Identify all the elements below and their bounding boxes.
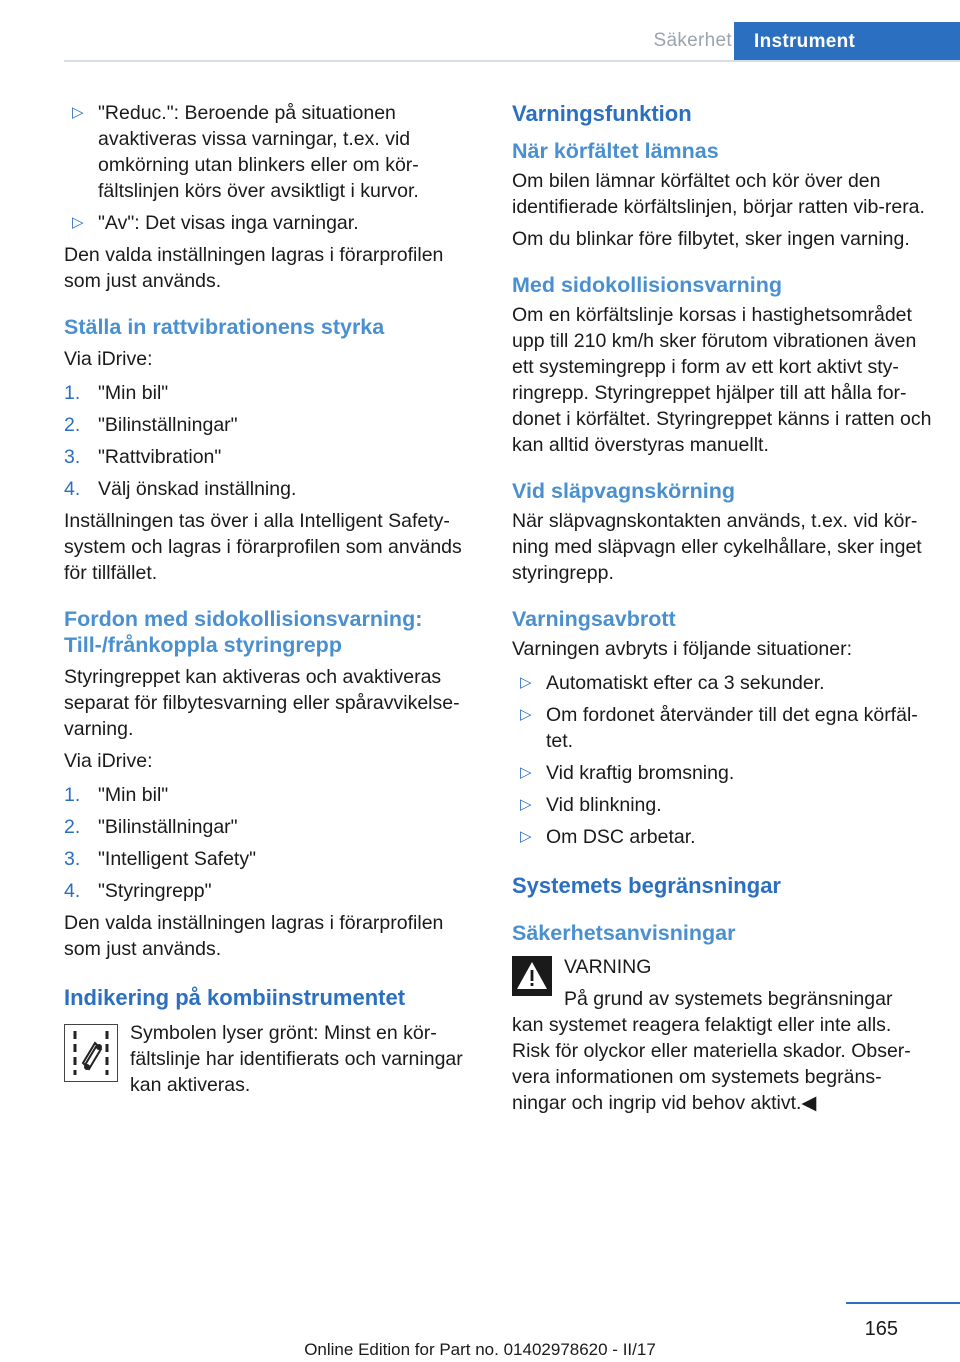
warning-text: kan systemet reagera felaktigt eller inte alls. Risk för olyckor eller materiella skador. Obser-vera informationen om systemets begräns-ningar och ingrip vid behov aktivt.◀ <box>512 1014 911 1114</box>
step-text: "Styringrepp" <box>98 880 212 902</box>
section-tab[interactable]: Säkerhet <box>653 30 732 51</box>
list-item <box>64 100 478 204</box>
header-divider <box>64 60 960 62</box>
heading-indication: Indikering på kombiinstrumentet <box>64 985 406 1010</box>
mode-bullet-list <box>64 100 478 236</box>
step-number: 1. <box>64 784 81 806</box>
paragraph: Om en körfältslinje korsas i hastighetsområdet upp till 210 km/h sker förutom vibrationen även ett systemingrepp i form av ett kort aktivt sty-ringrepp. Styringreppet hjälper till att hålla for-donet i körfältet. Styringreppet känns i ratten och kan alltid överstyras manuellt. <box>512 304 932 456</box>
step-number: 3. <box>64 446 81 468</box>
heading-warning-abort: Varningsavbrott <box>512 607 676 631</box>
paragraph: Den valda inställningen lagras i förarprofilen som just används. <box>64 244 444 292</box>
step-number: 1. <box>64 382 81 404</box>
list-item <box>64 878 478 904</box>
triangle-right-icon: ▷ <box>520 828 532 845</box>
heading-trailer: Vid släpvagnskörning <box>512 479 736 503</box>
heading-side-collision-warning: Med sidokollisionsvarning <box>512 273 782 297</box>
list-item <box>512 760 932 786</box>
step-text: "Bilinställningar" <box>98 414 238 436</box>
list-item-text: Om DSC arbetar. <box>546 826 696 848</box>
triangle-right-icon: ▷ <box>520 706 532 723</box>
heading-vibration-strength: Ställa in rattvibrationens styrka <box>64 315 385 339</box>
step-text: "Min bil" <box>98 382 169 404</box>
list-item-text: "Reduc.": Beroende på situationen avaktiveras vissa varningar, t.ex. vid omkörning utan blinkers eller om kör-fältslinjen körs över avsiktligt i kurvor. <box>98 102 419 202</box>
footer-divider <box>846 1302 960 1304</box>
warning-text-first-line: På grund av systemets begränsningar <box>564 988 893 1010</box>
step-text: "Rattvibration" <box>98 446 222 468</box>
warning-block <box>512 954 932 1116</box>
symbol-block <box>64 1020 478 1098</box>
list-item <box>64 444 478 470</box>
heading-system-limits: Systemets begränsningar <box>512 873 781 898</box>
list-item <box>64 476 478 502</box>
paragraph: Om bilen lämnar körfältet och kör över den identifierade körfältslinjen, börjar ratten vib-rera. <box>512 170 925 218</box>
heading-safety-notes: Säkerhetsanvisningar <box>512 921 736 945</box>
heading-leave-lane: När körfältet lämnas <box>512 139 719 163</box>
paragraph: Styringreppet kan aktiveras och avaktiveras separat för filbytesvarning eller spåravvikelse-varning. <box>64 666 460 740</box>
list-item <box>64 782 478 808</box>
heading-side-collision: Fordon med sidokollisionsvarning: Till-/frånkoppla styringrepp <box>64 607 423 657</box>
paragraph: När släpvagnskontakten används, t.ex. vid kör-ning med släpvagn eller cykelhållare, sker inget styringrepp. <box>512 510 922 584</box>
list-item <box>512 670 932 696</box>
list-item <box>512 792 932 818</box>
step-number: 2. <box>64 414 81 436</box>
paragraph: Via iDrive: <box>64 348 153 370</box>
paragraph: Inställningen tas över i alla Intelligent Safety-system och lagras i förarprofilen som används för tillfället. <box>64 510 462 584</box>
step-number: 3. <box>64 848 81 870</box>
list-item-text: Om fordonet återvänder till det egna körfäl-tet. <box>546 704 918 752</box>
triangle-right-icon: ▷ <box>72 214 84 231</box>
list-item <box>512 824 932 850</box>
step-text: "Intelligent Safety" <box>98 848 257 870</box>
list-item <box>64 814 478 840</box>
left-column <box>64 100 478 1104</box>
page-header <box>0 0 960 62</box>
step-number: 2. <box>64 816 81 838</box>
triangle-right-icon: ▷ <box>72 104 84 121</box>
paragraph: Via iDrive: <box>64 750 153 772</box>
paragraph: Den valda inställningen lagras i förarprofilen som just används. <box>64 912 444 960</box>
paragraph: Symbolen lyser grönt: Minst en kör-fältslinje har identifierats och varningar kan aktiveras. <box>130 1022 463 1096</box>
active-chapter-tab[interactable]: Instrument <box>734 22 960 62</box>
step-number: 4. <box>64 478 81 500</box>
step-text: "Min bil" <box>98 784 169 806</box>
list-item <box>64 210 478 236</box>
list-item <box>64 412 478 438</box>
paragraph: Varningen avbryts i följande situationer: <box>512 638 853 660</box>
right-column <box>512 100 932 1116</box>
lane-departure-icon <box>64 1024 118 1082</box>
list-item <box>64 380 478 406</box>
triangle-right-icon: ▷ <box>520 764 532 781</box>
page-number: 165 <box>864 1318 898 1340</box>
triangle-right-icon: ▷ <box>520 796 532 813</box>
list-item <box>512 702 932 754</box>
list-item-text: Vid kraftig bromsning. <box>546 762 735 784</box>
steps-list <box>64 380 478 502</box>
list-item-text: "Av": Det visas inga varningar. <box>98 212 359 234</box>
paragraph: Om du blinkar före filbytet, sker ingen varning. <box>512 228 910 250</box>
triangle-right-icon: ▷ <box>520 674 532 691</box>
step-number: 4. <box>64 880 81 902</box>
list-item-text: Vid blinkning. <box>546 794 662 816</box>
edition-footer: Online Edition for Part no. 01402978620 - II/17 <box>304 1340 656 1359</box>
list-item <box>64 846 478 872</box>
step-text: Välj önskad inställning. <box>98 478 297 500</box>
warning-triangle-icon <box>512 956 552 996</box>
list-item-text: Automatiskt efter ca 3 sekunder. <box>546 672 825 694</box>
step-text: "Bilinställningar" <box>98 816 238 838</box>
abort-bullet-list <box>512 670 932 850</box>
steps-list <box>64 782 478 904</box>
warning-label: VARNING <box>564 956 652 978</box>
heading-warning-function: Varningsfunktion <box>512 101 692 126</box>
